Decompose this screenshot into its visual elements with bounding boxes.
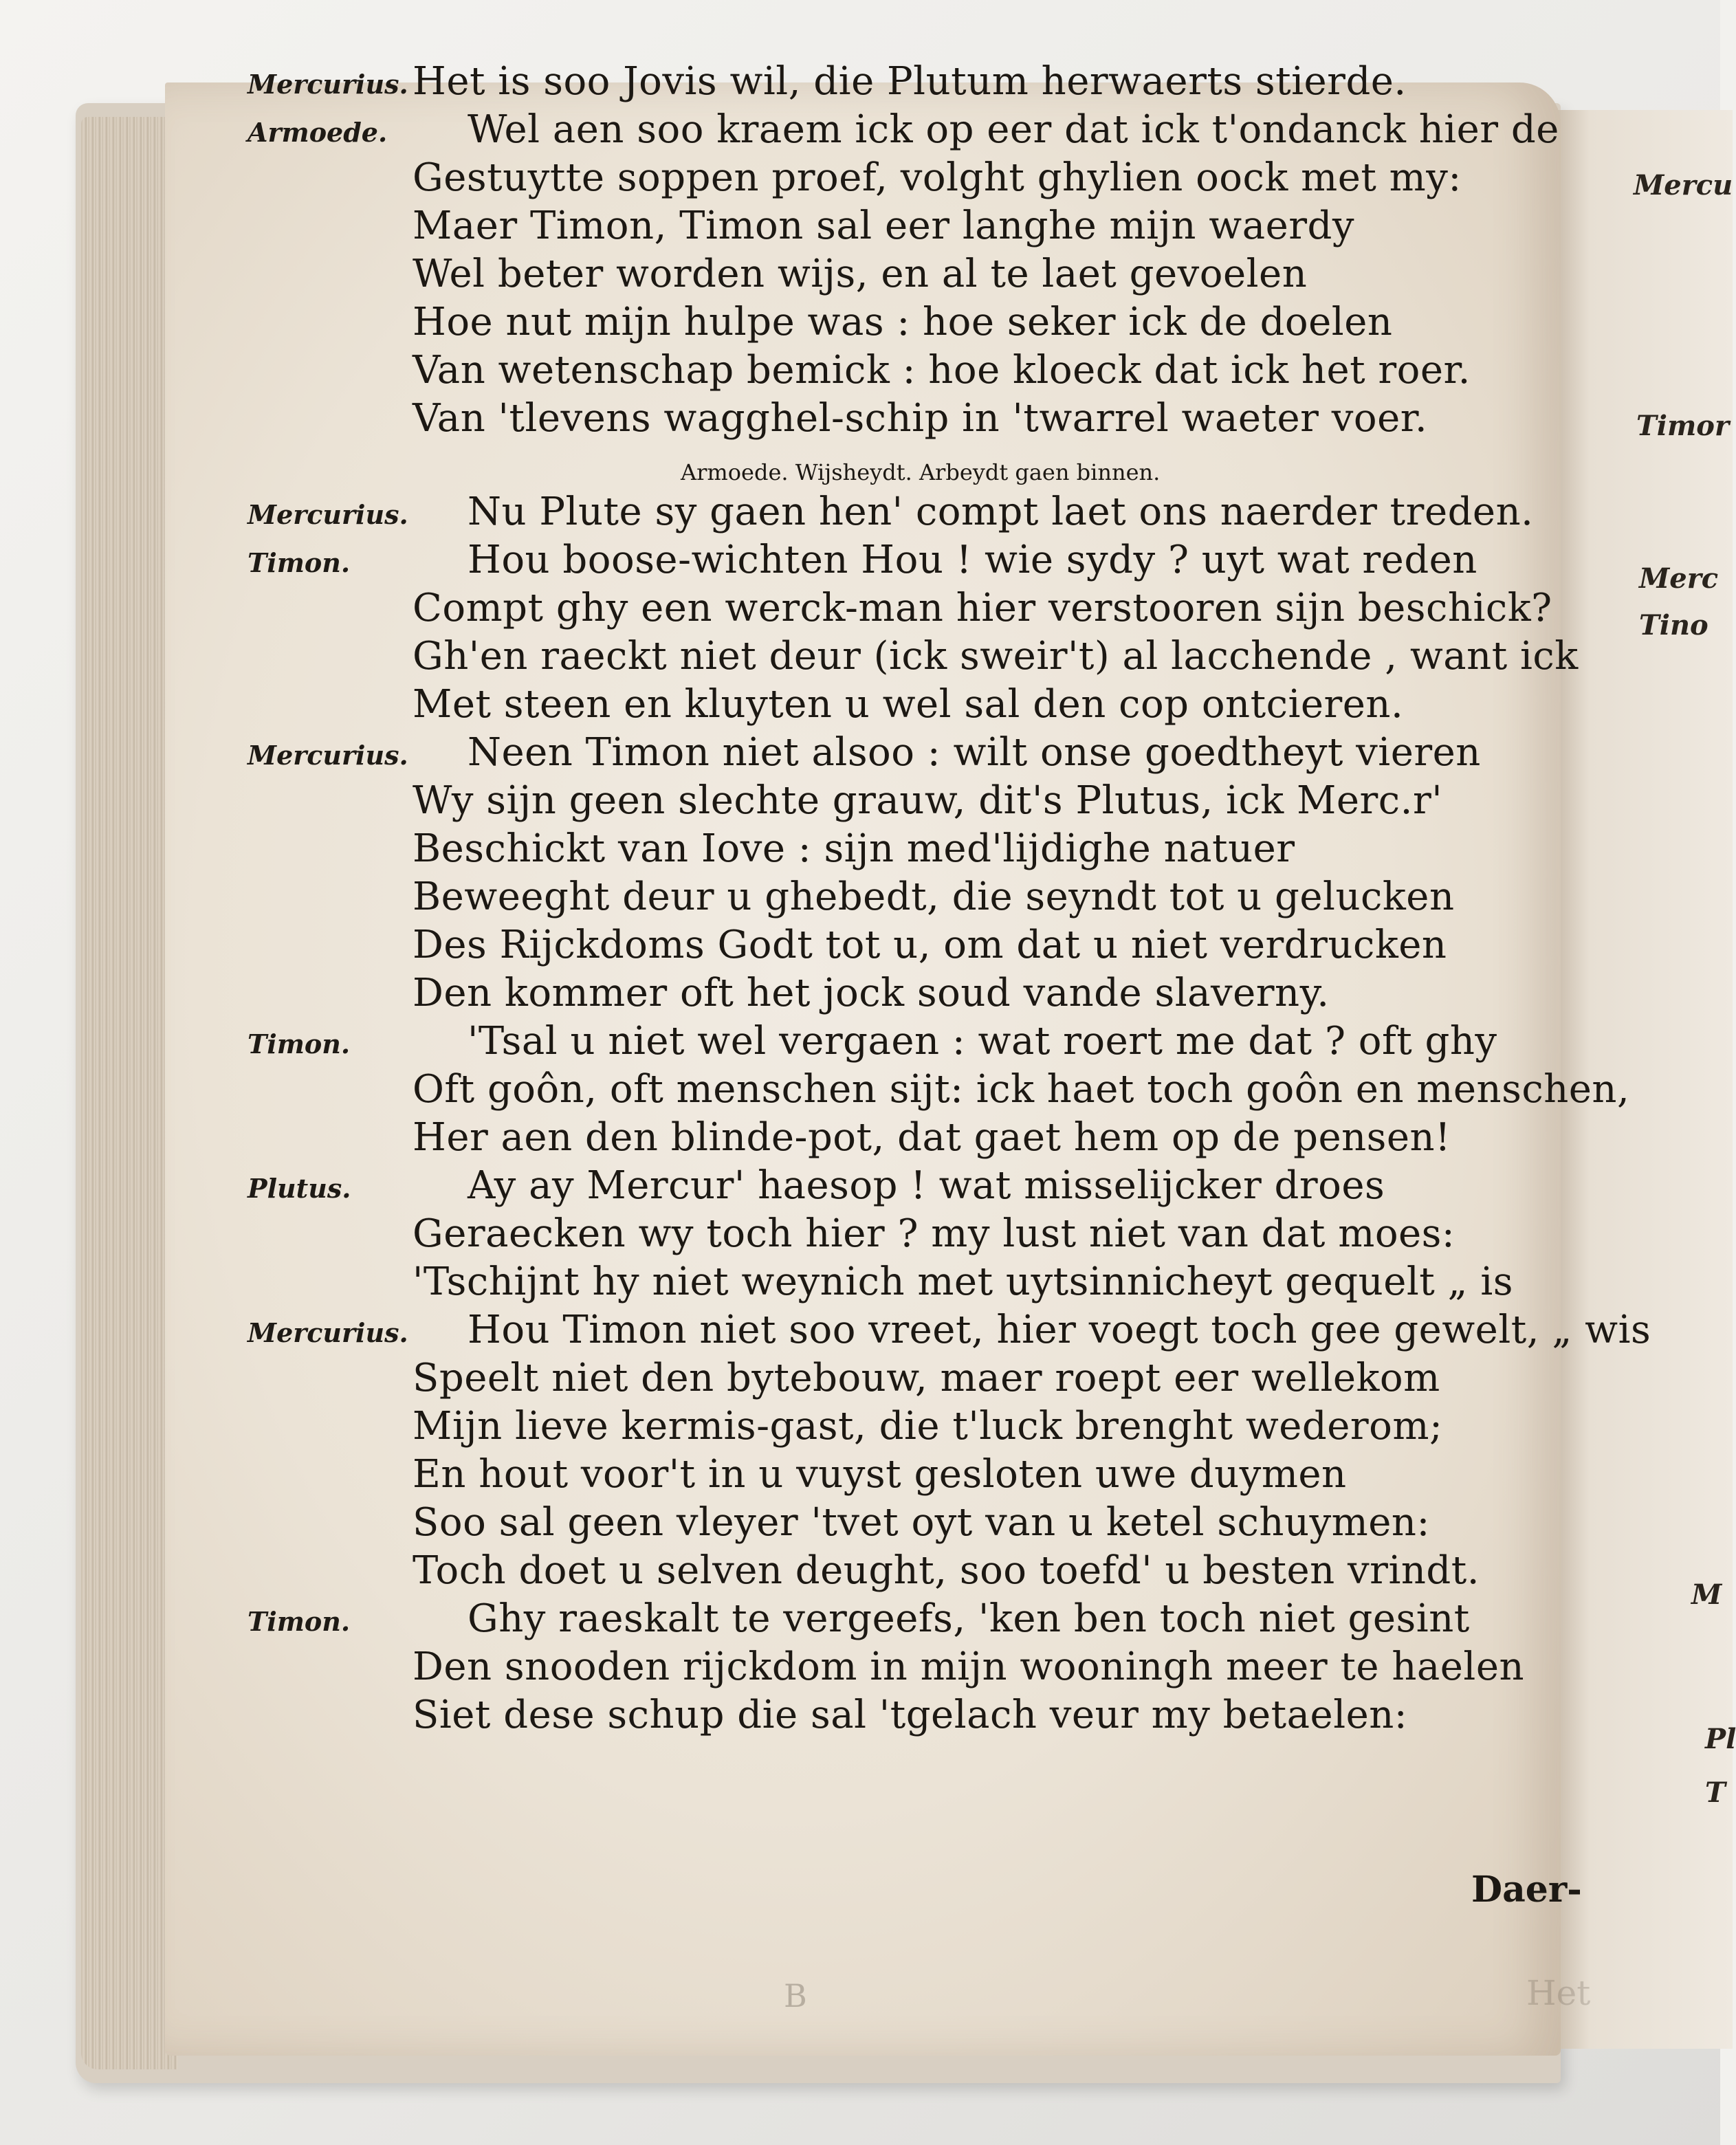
verse-text: Ghy raeskalt te vergeefs, 'ken ben toch niet gesint xyxy=(468,1596,1470,1641)
right-speaker-label: T xyxy=(1705,1776,1726,1809)
verse-text: Soo sal geen vleyer 'tvet oyt van u ketel schuymen: xyxy=(413,1500,1430,1545)
right-speaker-label: Merc xyxy=(1639,562,1719,595)
right-speaker-label: Pl xyxy=(1705,1723,1736,1755)
page-edges xyxy=(81,117,177,2069)
verse-text: En hout voor't in u vuyst gesloten uwe duymen xyxy=(413,1452,1347,1497)
speaker-label: Armoede. xyxy=(248,117,388,148)
speaker-label: Plutus. xyxy=(248,1173,351,1204)
speaker-label: Mercurius. xyxy=(248,69,408,100)
speaker-label: Timon. xyxy=(248,547,351,578)
verse-text: Hou boose-wichten Hou ! wie sydy ? uyt wat reden xyxy=(468,538,1477,582)
verse-text: Van wetenschap bemick : hoe kloeck dat ick het roer. xyxy=(413,348,1471,393)
verse-text: Van 'tlevens wagghel-schip in 'twarrel waeter voer. xyxy=(413,396,1428,441)
speaker-label: Mercurius. xyxy=(248,740,408,771)
verse-text: Wy sijn geen slechte grauw, dit's Plutus, ick Merc.r' xyxy=(413,778,1443,823)
verse-text: Beschickt van Iove : sijn med'lijdighe natuer xyxy=(413,826,1295,871)
right-speaker-label: M xyxy=(1691,1578,1722,1611)
verse-text: Geraecken wy toch hier ? my lust niet van dat moes: xyxy=(413,1211,1455,1256)
speaker-label: Mercurius. xyxy=(248,1317,408,1348)
right-speaker-label: Mercu xyxy=(1634,169,1733,201)
speaker-label: Mercurius. xyxy=(248,499,408,530)
catchword: Daer- xyxy=(1471,1869,1582,1911)
verse-text: Beweeght deur u ghebedt, die seyndt tot u gelucken xyxy=(413,874,1455,919)
verse-text: Het is soo Jovis wil, die Plutum herwaerts stierde. xyxy=(413,59,1407,104)
right-speaker-label: Timor xyxy=(1636,410,1730,442)
verse-text: Nu Plute sy gaen hen' compt laet ons naerder treden. xyxy=(468,490,1534,534)
verse-text: Hou Timon niet soo vreet, hier voegt toch gee gewelt, „ wis xyxy=(468,1308,1651,1352)
speaker-label: Timon. xyxy=(248,1606,351,1637)
verse-text: Den snooden rijckdom in mijn wooningh meer te haelen xyxy=(413,1644,1525,1689)
verse-text: Compt ghy een werck-man hier verstooren sijn beschick? xyxy=(413,586,1552,630)
verse-text: Des Rijckdoms Godt tot u, om dat u niet verdrucken xyxy=(413,923,1447,967)
verse-text: Hoe nut mijn hulpe was : hoe seker ick de doelen xyxy=(413,300,1393,344)
right-speaker-label: Tino xyxy=(1639,609,1708,641)
bleed-through-text: Het xyxy=(1526,1973,1591,2013)
verse-text: Oft goôn, oft menschen sijt: ick haet toch goôn en menschen, xyxy=(413,1067,1630,1112)
verse-text: Maer Timon, Timon sal eer langhe mijn waerdy xyxy=(413,204,1354,248)
signature-mark: B xyxy=(784,1977,807,2014)
verse-text: Wel aen soo kraem ick op eer dat ick t'ondanck hier de xyxy=(468,107,1559,152)
verse-text: Siet dese schup die sal 'tgelach veur my betaelen: xyxy=(413,1693,1408,1737)
verse-text: Gh'en raeckt niet deur (ick sweir't) al lacchende , want ick xyxy=(413,634,1579,679)
verse-text: Gestuytte soppen proef, volght ghylien oock met my: xyxy=(413,155,1462,200)
verse-text: Den kommer oft het jock soud vande slaverny. xyxy=(413,971,1330,1015)
verse-text: Neen Timon niet alsoo : wilt onse goedtheyt vieren xyxy=(468,730,1481,775)
verse-text: Wel beter worden wijs, en al te laet gevoelen xyxy=(413,252,1308,296)
verse-text: 'Tschijnt hy niet weynich met uytsinnicheyt gequelt „ is xyxy=(413,1260,1514,1304)
verse-text: Ay ay Mercur' haesop ! wat misselijcker droes xyxy=(468,1163,1385,1208)
verse-text: Her aen den blinde-pot, dat gaet hem op de pensen! xyxy=(413,1115,1451,1160)
verse-text: Toch doet u selven deught, soo toefd' u besten vrindt. xyxy=(413,1548,1480,1593)
verse-text: 'Tsal u niet wel vergaen : wat roert me dat ? oft ghy xyxy=(468,1019,1497,1064)
speaker-label: Timon. xyxy=(248,1028,351,1059)
verse-text: Met steen en kluyten u wel sal den cop ontcieren. xyxy=(413,682,1404,727)
verse-text: Mijn lieve kermis-gast, die t'luck brenght wederom; xyxy=(413,1404,1443,1449)
stage-direction: Armoede. Wijsheydt. Arbeydt gaen binnen. xyxy=(681,459,1161,485)
verse-text: Speelt niet den bytebouw, maer roept eer wellekom xyxy=(413,1356,1440,1400)
